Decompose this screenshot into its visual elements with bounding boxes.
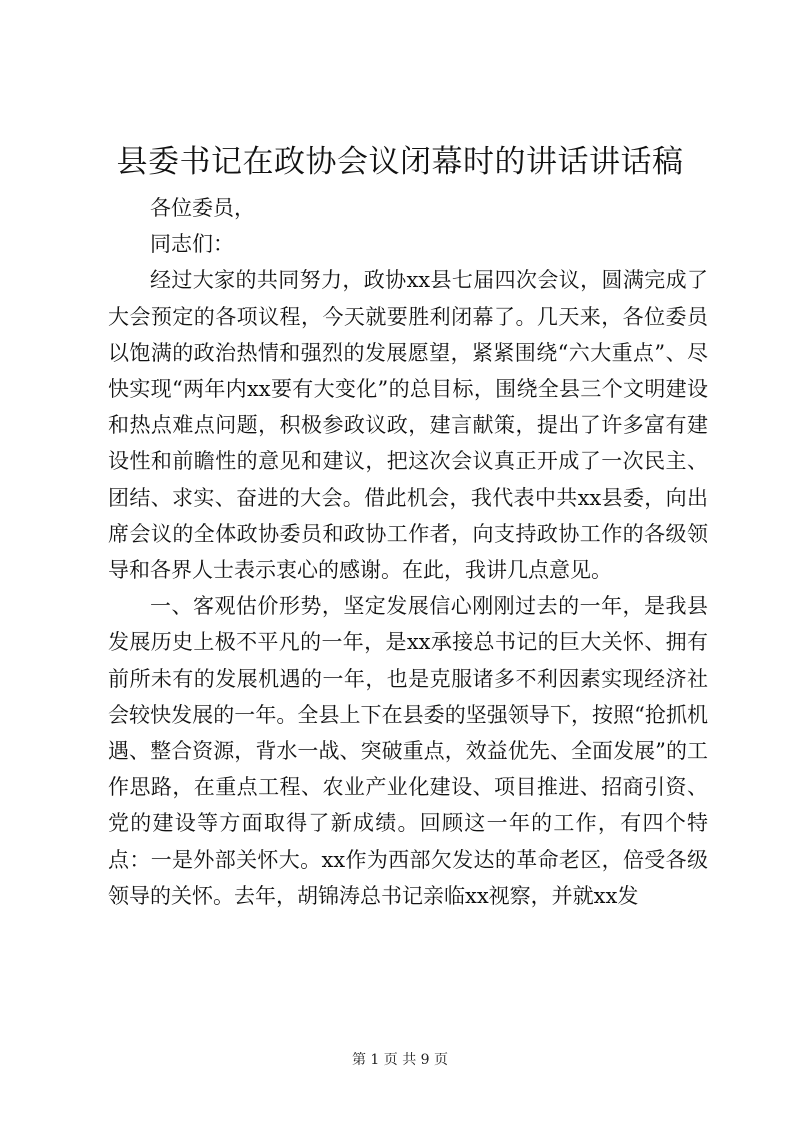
- salutation-members: 各位委员，: [150, 196, 255, 220]
- page-footer: 第 1 页 共 9 页: [351, 1052, 449, 1068]
- body-paragraph: 一、客观估价形势，坚定发展信心刚刚过去的一年，是我县发展历史上极不平凡的一年，是xx承接总书记的巨大关怀、拥有前所未有的发展机遇的一年，也是克服诸多不利因素实现经济社会较快发展的一年。全县上下在县委的坚强领导下，按照“抢抓机遇、整合资源，背水一战、突破重点，效益优先、全面发展”的工作思路，在重点工程、农业产业化建设、项目推进、招商引资、党的建设等方面取得了新成绩。回顾这一年的工作，有四个特点：一是外部关怀大。xx作为西部欠发达的革命老区，倍受各级领导的关怀。去年，胡锦涛总书记亲临xx视察，并就xx发: [108, 594, 708, 908]
- body-paragraph: 经过大家的共同努力，政协xx县七届四次会议，圆满完成了大会预定的各项议程，今天就要胜利闭幕了。几天来，各位委员以饱满的政治热情和强烈的发展愿望，紧紧围绕“六大重点”、尽快实现“两年内xx要有大变化”的总目标，围绕全县三个文明建设和热点难点问题，积极参政议政，建言献策，提出了许多富有建设性和前瞻性的意见和建议，把这次会议真正开成了一次民主、团结、求实、奋进的大会。借此机会，我代表中共xx县委，向出席会议的全体政协委员和政协工作者，向支持政协工作的各级领导和各界人士表示衷心的感谢。在此，我讲几点意见。: [108, 268, 708, 583]
- salutation-comrades: 同志们：: [150, 232, 234, 257]
- document-body: [108, 190, 708, 914]
- document-title: 县委书记在政协会议闭幕时的讲话讲话稿: [116, 144, 684, 180]
